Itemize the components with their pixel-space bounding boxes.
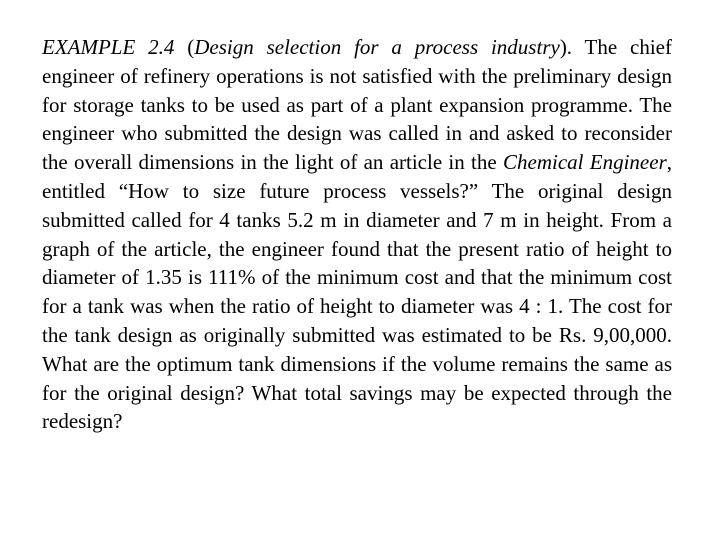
example-body-part1: The chief engineer of refinery operations is not satisfied with the preliminary design for storage tanks to be used as part of a plant expansion programme. The engineer who submitted the design was called in and asked to reconsider the overall dimensions in the light of an article in the bbox=[42, 35, 672, 175]
example-paragraph bbox=[42, 33, 672, 436]
example-open-paren: ( bbox=[174, 35, 195, 59]
journal-name: Chemical Engineer bbox=[503, 150, 667, 175]
document-page bbox=[42, 33, 672, 436]
example-label: EXAMPLE 2.4 bbox=[42, 35, 175, 59]
example-title: Design selection for a process industry bbox=[194, 35, 560, 59]
example-body-part2: , entitled “How to size future process vessels?” The original design submitted called for 4 tanks 5.2 m in diameter and 7 m in height. From a graph of the article, the engineer found that the present ratio of height to diameter of 1.35 is 111% of the minimum cost and that the minimum cost for a tank was when the ratio of height to diameter was 4 : 1. The cost for the tank design as originally submitted was estimated to be Rs. 9,00,000. What are the optimum tank dimensions if the volume remains the same as for the original design? What total savings may be expected through the redesign? bbox=[42, 150, 672, 434]
example-close-paren: ). bbox=[559, 35, 573, 59]
